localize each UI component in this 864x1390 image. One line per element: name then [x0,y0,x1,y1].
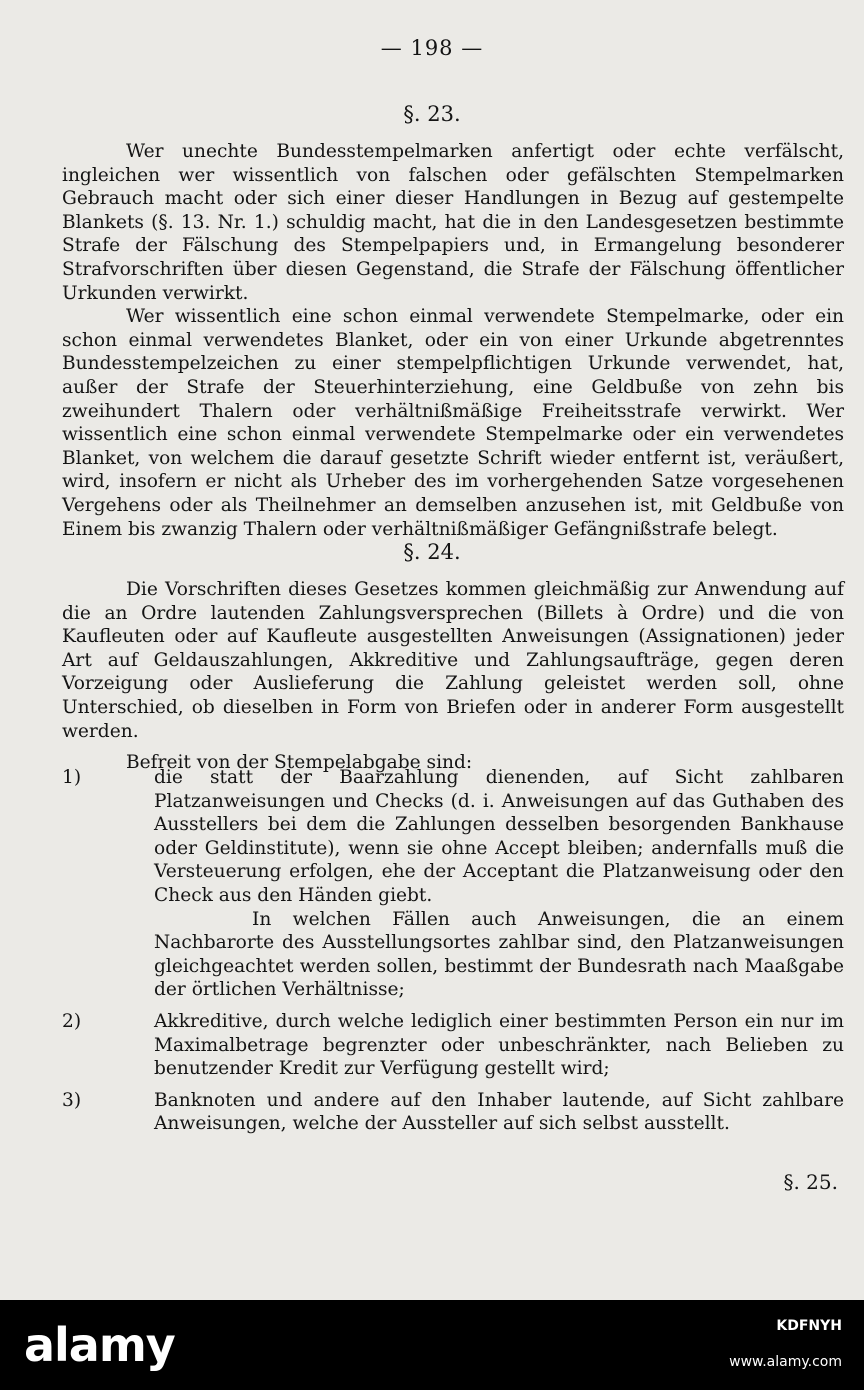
alamy-logo: alamy [24,1318,175,1372]
list-item [62,1010,844,1081]
list-item-text: Banknoten und andere auf den Inhaber lautende, auf Sicht zahlbare Anweisungen, welche der Aussteller auf sich selbst ausstellt. [154,1089,844,1135]
section-23-paragraph-2: Wer wissentlich eine schon einmal verwendete Stempelmarke, oder ein schon einmal verwendetes Blanket, oder ein von einer Urkunde abgetrenntes Bundesstempelzeichen zu einer stempelpflichtigen Urkunde verwendet, hat, außer der Strafe der Steuerhinterziehung, eine Geldbuße von zehn bis zweihundert Thalern oder verhältnißmäßige Freiheitsstrafe verwirkt. Wer wissentlich eine schon einmal verwendete Stempelmarke oder ein verwendetes Blanket, von welchem die darauf gesetzte Schrift wieder entfernt ist, veräußert, wird, insofern er nicht als Urheber des im vorhergehenden Satze vorgesehenen Vergehens oder als Theilnehmer an demselben anzusehen ist, mit Geldbuße von Einem bis zwanzig Thalern oder verhältnißmäßiger Gefängnißstrafe belegt. [62,306,844,540]
watermark-url: www.alamy.com [729,1354,842,1370]
page-number: — 198 — [380,36,484,60]
list-item-number: 2) [62,1010,82,1032]
list-item [62,1089,844,1136]
list-item [62,766,844,1002]
section-23-paragraph-1: Wer unechte Bundesstempelmarken anfertigt oder echte verfälscht, ingleichen wer wissentlich von falschen oder gefälschten Stempelmarken Gebrauch macht oder sich einer dieser Handlungen in Bezug auf gestempelte Blankets (§. 13. Nr. 1.) schuldig macht, hat die in den Landesgesetzen bestimmte Strafe der Fälschung des Stempelpapiers und, in Ermangelung besonderer Strafvorschriften über diesen Gegenstand, die Strafe der Fälschung öffentlicher Urkunden verwirkt. [62,141,844,304]
exemption-list [62,766,844,1144]
list-item-number: 1) [62,767,82,788]
section-24-paragraph-1: Die Vorschriften dieses Gesetzes kommen gleichmäßig zur Anwendung auf die an Ordre lautenden Zahlungsversprechen (Billets à Ordre) und die von Kaufleuten oder auf Kaufleute ausgestellten Anweisungen (Assignationen) jeder Art auf Geldauszahlungen, Akkreditive und Zahlungsaufträge, gegen deren Vorzeigung oder Auslieferung die Zahlung geleistet werden soll, ohne Unterschied, ob dieselben in Form von Briefen oder in anderer Form ausgestellt werden. [62,579,844,742]
section-23-body [62,140,844,541]
section-23-heading: §. 23. [403,102,461,126]
watermark-banner [0,1300,864,1390]
next-section-catchword: §. 25. [783,1170,838,1194]
list-item-number: 3) [62,1089,82,1111]
image-code: KDFNYH [776,1318,842,1334]
section-24-body [62,578,844,775]
section-24-heading: §. 24. [403,540,461,564]
list-item-text: die statt der Baarzahlung dienenden, auf Sicht zahlbaren Platzanweisungen und Checks (d. i. Anweisungen auf das Guthaben des Ausstellers bei dem die Zahlungen desselben besorgenden Bankhause oder Geldinstitute), wenn sie ohne Accept bleiben; andernfalls muß die Versteuerung erfolgen, ehe der Acceptant die Platzanweisung oder den Check aus den Händen giebt. [154,767,844,906]
list-item-subparagraph: In welchen Fällen auch Anweisungen, die an einem Nachbarorte des Ausstellungsortes zahlbar sind, den Platzanweisungen gleichgeachtet werden sollen, bestimmt der Bundesrath nach Maaßgabe der örtlichen Verhältnisse; [154,908,844,1001]
section-24-paragraph-2: Befreit von der Stempelabgabe sind: [126,752,473,774]
list-item-text: Akkreditive, durch welche lediglich einer bestimmten Person ein nur im Maximalbetrage begrenzter oder unbeschränkter, nach Belieben zu benutzender Kredit zur Verfügung gestellt wird; [154,1010,844,1080]
